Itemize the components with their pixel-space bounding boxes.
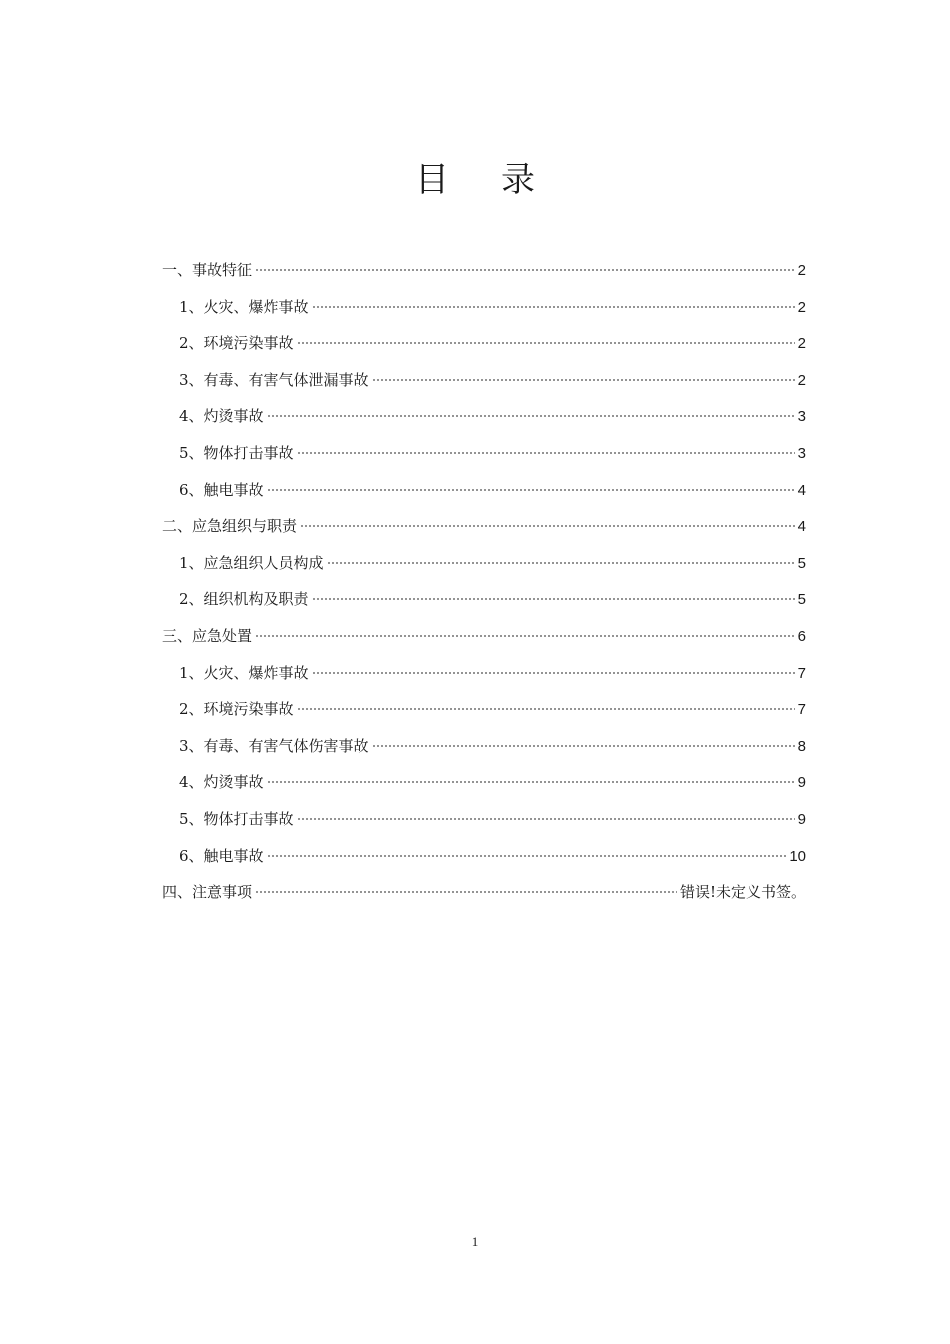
toc-entry-page: 6 — [797, 627, 806, 645]
toc-entry-page: 2 — [797, 371, 806, 389]
toc-entry[interactable] — [162, 838, 806, 875]
toc-entry[interactable] — [162, 801, 806, 838]
toc-entry-label: 四、注意事项 — [162, 883, 253, 902]
toc-title-char-1: 目 — [415, 160, 449, 200]
toc-entry-page: 4 — [797, 481, 806, 499]
toc-entry-page: 2 — [797, 298, 806, 316]
toc-entry-label: 6、触电事故 — [179, 846, 264, 865]
toc-entry[interactable] — [162, 545, 806, 582]
toc-dot-leader — [297, 708, 795, 710]
toc-entry-label: 三、应急处置 — [162, 626, 253, 645]
toc-entry[interactable] — [162, 325, 806, 362]
toc-entry-page: 4 — [797, 518, 806, 536]
toc-dot-leader — [327, 562, 795, 564]
toc-entry[interactable] — [162, 252, 806, 289]
toc-entry-page: 7 — [797, 664, 806, 682]
toc-entry-label: 5、物体打击事故 — [179, 443, 294, 462]
toc-entry-label: 3、有毒、有害气体伤害事故 — [179, 736, 369, 755]
toc-entry-page: 9 — [797, 810, 806, 828]
toc-entry-label: 2、环境污染事故 — [179, 334, 294, 353]
toc-entry[interactable] — [162, 618, 806, 655]
toc-entry[interactable] — [162, 435, 806, 472]
toc-entry[interactable] — [162, 508, 806, 545]
toc-entry[interactable] — [162, 362, 806, 399]
toc-entry[interactable] — [162, 764, 806, 801]
toc-dot-leader — [297, 818, 795, 820]
toc-entry[interactable] — [162, 472, 806, 509]
toc-entry-label: 3、有毒、有害气体泄漏事故 — [179, 370, 369, 389]
toc-dot-leader — [312, 598, 795, 600]
toc-dot-leader — [267, 855, 787, 857]
toc-entry[interactable] — [162, 655, 806, 692]
toc-entry-page: 9 — [797, 774, 806, 792]
toc-entry-page: 8 — [797, 737, 806, 755]
toc-entry[interactable] — [162, 874, 806, 911]
toc-entry[interactable] — [162, 398, 806, 435]
toc-title — [0, 158, 950, 202]
toc-entry-label: 5、物体打击事故 — [179, 809, 294, 828]
toc-dot-leader — [372, 745, 795, 747]
toc-entry-page: 5 — [797, 554, 806, 572]
toc-dot-leader — [255, 635, 795, 637]
toc-entry-page: 2 — [797, 262, 806, 279]
toc-entry-label: 1、应急组织人员构成 — [179, 553, 324, 572]
toc-entry-label: 2、环境污染事故 — [179, 700, 294, 719]
toc-dot-leader — [312, 306, 795, 308]
toc-entry[interactable] — [162, 728, 806, 765]
toc-entry-label: 6、触电事故 — [179, 480, 264, 499]
toc-entry-label: 4、灼烫事故 — [179, 407, 264, 426]
toc-dot-leader — [372, 379, 795, 381]
toc-dot-leader — [267, 781, 795, 783]
toc-entry-label: 4、灼烫事故 — [179, 773, 264, 792]
toc-entry[interactable] — [162, 581, 806, 618]
toc-dot-leader — [267, 489, 795, 491]
toc-dot-leader — [255, 891, 677, 893]
toc-dot-leader — [267, 415, 795, 417]
toc-entry-page: 错误!未定义书签。 — [679, 883, 806, 902]
toc-entry-page: 3 — [797, 444, 806, 462]
toc-entry-page: 3 — [797, 408, 806, 426]
toc-entry[interactable] — [162, 691, 806, 728]
toc-entry-page: 7 — [797, 701, 806, 719]
toc-dot-leader — [297, 452, 795, 454]
toc-dot-leader — [300, 525, 795, 527]
toc-entry-label: 2、组织机构及职责 — [179, 590, 309, 609]
toc-entry-page: 10 — [789, 847, 806, 865]
page-number: 1 — [471, 1234, 479, 1249]
toc-title-char-2: 录 — [501, 160, 535, 200]
toc-entry-label: 1、火灾、爆炸事故 — [179, 663, 309, 682]
table-of-contents — [162, 252, 806, 911]
toc-entry-label: 一、事故特征 — [162, 261, 253, 279]
toc-entry-label: 1、火灾、爆炸事故 — [179, 297, 309, 316]
toc-entry-label: 二、应急组织与职责 — [162, 517, 298, 536]
toc-entry[interactable] — [162, 289, 806, 326]
toc-dot-leader — [297, 342, 795, 344]
toc-dot-leader — [312, 672, 795, 674]
toc-entry-page: 5 — [797, 591, 806, 609]
toc-dot-leader — [255, 269, 795, 271]
toc-entry-page: 2 — [797, 335, 806, 353]
